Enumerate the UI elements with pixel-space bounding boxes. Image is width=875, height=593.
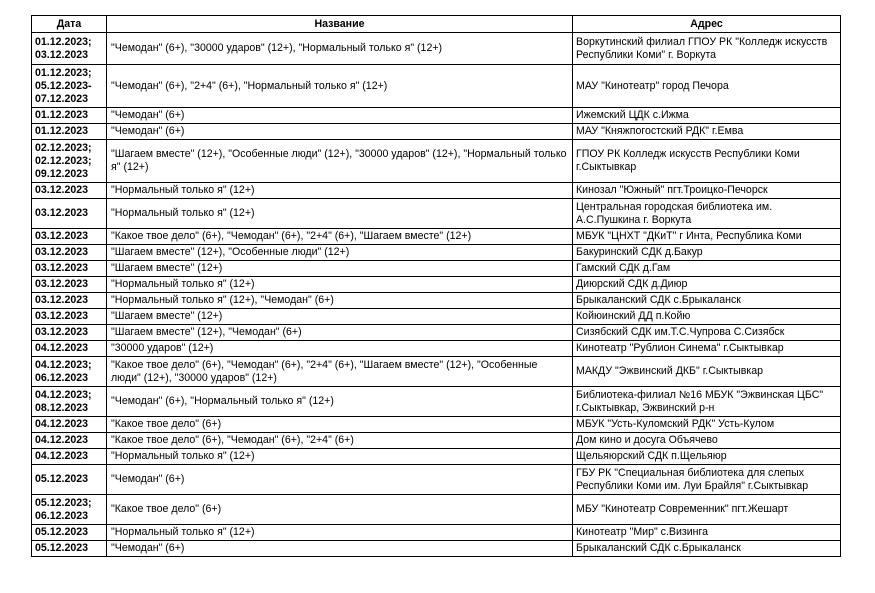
date-line: 03.12.2023 [35, 48, 89, 61]
date-line: 04.12.2023; [35, 358, 92, 371]
cell-address: ГБУ РК "Специальная библиотека для слепых Республики Коми им. Луи Брайля" г.Сыктывкар [573, 465, 841, 495]
cell-address: Брыкаланский СДК с.Брыкаланск [573, 293, 841, 309]
cell-name: "Чемодан" (6+), "2+4" (6+), "Нормальный только я" (12+) [107, 65, 573, 108]
date-line: 07.12.2023 [35, 92, 89, 105]
cell-address: МАУ "Княжпогостский РДК" г.Емва [573, 124, 841, 140]
cell-date [32, 261, 107, 277]
cell-name: "Нормальный только я" (12+) [107, 183, 573, 199]
cell-date [32, 65, 107, 108]
table-row [32, 495, 841, 525]
table-row [32, 417, 841, 433]
date-line: 01.12.2023 [35, 109, 89, 121]
cell-address: МАКДУ "Эжвинский ДКБ" г.Сыктывкар [573, 357, 841, 387]
cell-name: "Чемодан" (6+), "30000 ударов" (12+), "Нормальный только я" (12+) [107, 33, 573, 65]
date-line: 05.12.2023 [35, 473, 89, 485]
date-line: 03.12.2023 [35, 294, 89, 306]
cell-address: Ижемский ЦДК с.Ижма [573, 108, 841, 124]
cell-date [32, 465, 107, 495]
table-row [32, 541, 841, 557]
cell-address: Гамский СДК д.Гам [573, 261, 841, 277]
cell-name: "Нормальный только я" (12+) [107, 525, 573, 541]
cell-date [32, 183, 107, 199]
cell-name: "Нормальный только я" (12+) [107, 449, 573, 465]
cell-date [32, 341, 107, 357]
cell-date [32, 417, 107, 433]
date-line: 03.12.2023 [35, 262, 89, 274]
cell-address: Брыкаланский СДК с.Брыкаланск [573, 541, 841, 557]
cell-name: "Нормальный только я" (12+) [107, 199, 573, 229]
table-row [32, 229, 841, 245]
cell-name: "Какое твое дело" (6+), "Чемодан" (6+), "2+4" (6+) [107, 433, 573, 449]
date-line: 01.12.2023 [35, 125, 89, 137]
table-row [32, 33, 841, 65]
table-row [32, 199, 841, 229]
cell-address: МБУК "Усть-Куломский РДК" Усть-Кулом [573, 417, 841, 433]
date-line: 03.12.2023 [35, 207, 89, 219]
table-row [32, 309, 841, 325]
table-row [32, 65, 841, 108]
cell-date [32, 33, 107, 65]
cell-name: "Шагаем вместе" (12+), "Чемодан" (6+) [107, 325, 573, 341]
cell-address: Библиотека-филиал №16 МБУК "Эжвинская ЦБС" г.Сыктывкар, Эжвинский р-н [573, 387, 841, 417]
cell-name: "Шагаем вместе" (12+), "Особенные люди" (12+), "30000 ударов" (12+), "Нормальный только я" (12+) [107, 140, 573, 183]
cell-date [32, 387, 107, 417]
cell-date [32, 245, 107, 261]
cell-name: "Шагаем вместе" (12+) [107, 309, 573, 325]
cell-date [32, 199, 107, 229]
cell-address: Воркутинский филиал ГПОУ РК "Колледж искусств Республики Коми" г. Воркута [573, 33, 841, 65]
date-line: 02.12.2023; [35, 141, 92, 154]
cell-address: Кинозал "Южный" пгт.Троицко-Печорск [573, 183, 841, 199]
cell-name: "Какое твое дело" (6+) [107, 495, 573, 525]
date-line: 04.12.2023 [35, 418, 89, 430]
table-row [32, 465, 841, 495]
cell-date [32, 140, 107, 183]
cell-address: Диюрский СДК д.Диюр [573, 277, 841, 293]
header-row [32, 16, 841, 33]
table-row [32, 261, 841, 277]
date-line: 04.12.2023 [35, 450, 89, 462]
cell-address: ГПОУ РК Колледж искусств Республики Коми г.Сыктывкар [573, 140, 841, 183]
cell-address: Дом кино и досуга Объячево [573, 433, 841, 449]
cell-name: "Какое твое дело" (6+), "Чемодан" (6+), "2+4" (6+), "Шагаем вместе" (12+), "Особенные люди" (12+), "30000 ударов" (12+) [107, 357, 573, 387]
date-line: 04.12.2023; [35, 388, 92, 401]
table-row [32, 387, 841, 417]
cell-name: "Чемодан" (6+), "Нормальный только я" (12+) [107, 387, 573, 417]
cell-address: МАУ "Кинотеатр" город Печора [573, 65, 841, 108]
cell-address: Центральная городская библиотека им. А.С.Пушкина г. Воркута [573, 199, 841, 229]
cell-address: Койюинский ДД п.Койю [573, 309, 841, 325]
date-line: 08.12.2023 [35, 401, 89, 414]
cell-name: "Шагаем вместе" (12+) [107, 261, 573, 277]
table-row [32, 245, 841, 261]
table-row [32, 525, 841, 541]
table-row [32, 341, 841, 357]
date-line: 01.12.2023; [35, 35, 92, 48]
header-name: Название [107, 16, 573, 33]
date-line: 03.12.2023 [35, 184, 89, 196]
cell-address: Кинотеатр "Мир" с.Визинга [573, 525, 841, 541]
cell-date [32, 525, 107, 541]
date-line: 03.12.2023 [35, 246, 89, 258]
date-line: 05.12.2023- [35, 79, 92, 92]
cell-date [32, 495, 107, 525]
events-table [31, 15, 841, 557]
table-body [32, 33, 841, 557]
table-row [32, 108, 841, 124]
date-line: 09.12.2023 [35, 167, 89, 180]
date-line: 03.12.2023 [35, 326, 89, 338]
cell-name: "Нормальный только я" (12+) [107, 277, 573, 293]
cell-name: "30000 ударов" (12+) [107, 341, 573, 357]
date-line: 04.12.2023 [35, 434, 89, 446]
cell-name: "Чемодан" (6+) [107, 124, 573, 140]
date-line: 02.12.2023; [35, 154, 92, 167]
table-row [32, 183, 841, 199]
table-row [32, 449, 841, 465]
date-line: 03.12.2023 [35, 278, 89, 290]
date-line: 05.12.2023 [35, 526, 89, 538]
cell-date [32, 277, 107, 293]
cell-date [32, 124, 107, 140]
cell-address: Щельяюрский СДК п.Щельяюр [573, 449, 841, 465]
date-line: 06.12.2023 [35, 371, 89, 384]
date-line: 03.12.2023 [35, 230, 89, 242]
table-row [32, 433, 841, 449]
cell-name: "Шагаем вместе" (12+), "Особенные люди" (12+) [107, 245, 573, 261]
date-line: 01.12.2023; [35, 66, 92, 79]
cell-name: "Чемодан" (6+) [107, 541, 573, 557]
cell-name: "Какое твое дело" (6+), "Чемодан" (6+), "2+4" (6+), "Шагаем вместе" (12+) [107, 229, 573, 245]
table-row [32, 124, 841, 140]
cell-address: Бакуринский СДК д.Бакур [573, 245, 841, 261]
cell-date [32, 449, 107, 465]
cell-date [32, 541, 107, 557]
table-row [32, 325, 841, 341]
cell-name: "Какое твое дело" (6+) [107, 417, 573, 433]
cell-name: "Нормальный только я" (12+), "Чемодан" (6+) [107, 293, 573, 309]
cell-date [32, 108, 107, 124]
cell-address: Сизябский СДК им.Т.С.Чупрова С.Сизябск [573, 325, 841, 341]
cell-address: МБУ "Кинотеатр Современник" пгт.Жешарт [573, 495, 841, 525]
header-address: Адрес [573, 16, 841, 33]
cell-date [32, 433, 107, 449]
table-row [32, 293, 841, 309]
table-row [32, 357, 841, 387]
cell-date [32, 325, 107, 341]
table-row [32, 140, 841, 183]
cell-name: "Чемодан" (6+) [107, 108, 573, 124]
cell-date [32, 229, 107, 245]
date-line: 04.12.2023 [35, 342, 89, 354]
cell-name: "Чемодан" (6+) [107, 465, 573, 495]
cell-date [32, 357, 107, 387]
cell-date [32, 309, 107, 325]
date-line: 05.12.2023; [35, 496, 92, 509]
date-line: 06.12.2023 [35, 509, 89, 522]
cell-date [32, 293, 107, 309]
cell-address: Кинотеатр "Рублион Синема" г.Сыктывкар [573, 341, 841, 357]
table-row [32, 277, 841, 293]
header-date: Дата [32, 16, 107, 33]
date-line: 05.12.2023 [35, 542, 89, 554]
cell-address: МБУК "ЦНХТ "ДКиТ" г Инта, Республика Коми [573, 229, 841, 245]
date-line: 03.12.2023 [35, 310, 89, 322]
